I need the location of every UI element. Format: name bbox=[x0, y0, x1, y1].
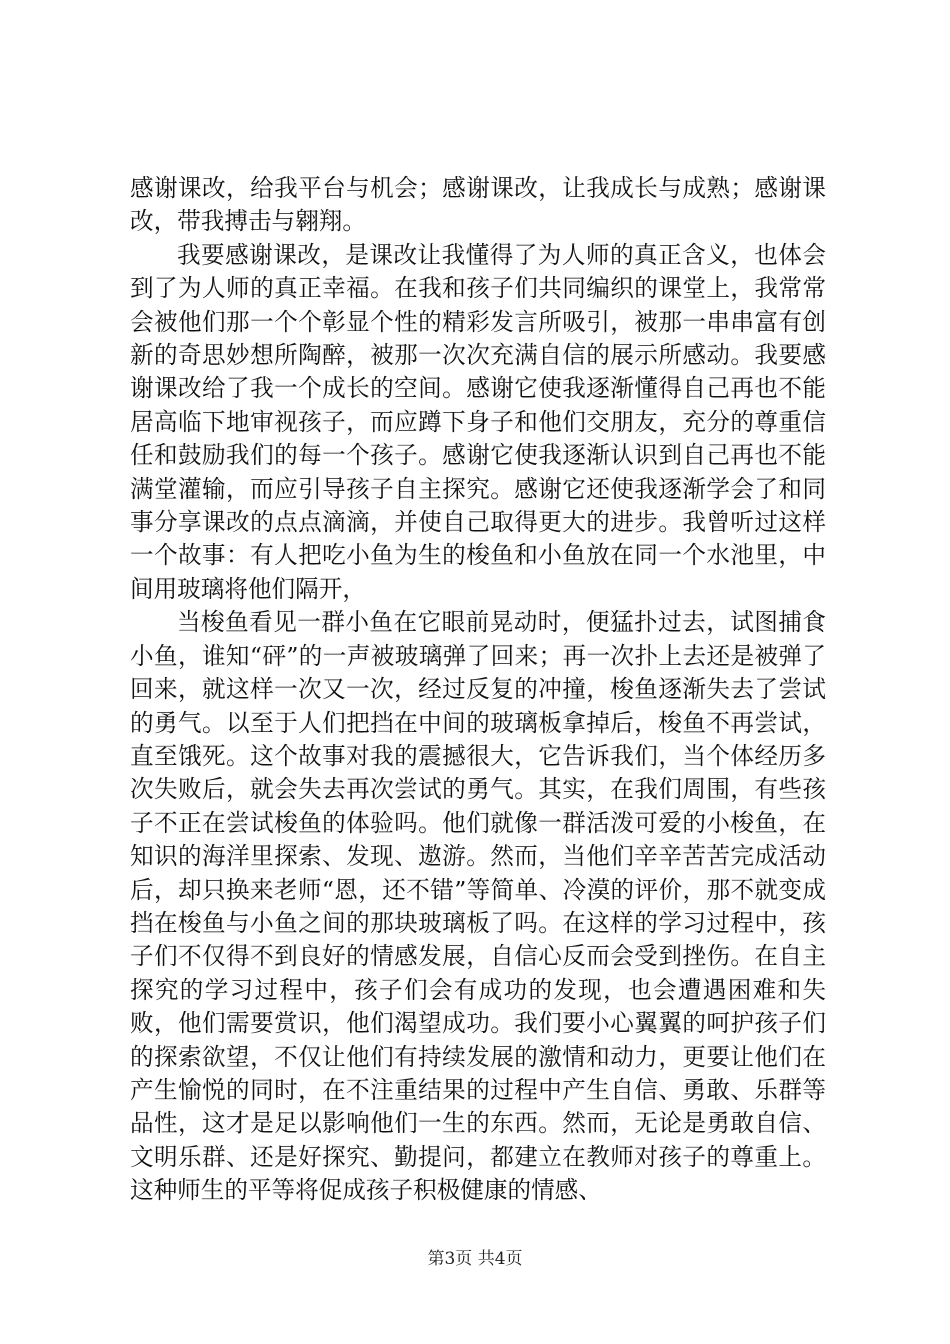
paragraph-1: 感谢课改，给我平台与机会；感谢课改，让我成长与成熟；感谢课改，带我搏击与翱翔。 bbox=[130, 174, 826, 236]
page-footer: 第3页 共4页 bbox=[427, 1249, 523, 1269]
paragraph-2: 我要感谢课改，是课改让我懂得了为人师的真正含义，也体会到了为人师的真正幸福。在我和孩子们共同编织的课堂上，我常常会被他们那一个个彰显个性的精彩发言所吸引，被那一串串富有创新的奇思妙想所陶醉，被那一次次充满自信的展示所感动。我要感谢课改给了我一个成长的空间。感谢它使我逐渐懂得自己再也不能居高临下地审视孩子，而应蹲下身子和他们交朋友，充分的尊重信任和鼓励我们的每一个孩子。感谢它使我逐渐认识到自己再也不能满堂灌输，而应引导孩子自主探究。感谢它还使我逐渐学会了和同事分享课改的点点滴滴，并使自己取得更大的进步。我曾听过这样一个故事：有人把吃小鱼为生的梭鱼和小鱼放在同一个水池里，中间用玻璃将他们隔开， bbox=[130, 240, 826, 603]
document-body bbox=[130, 172, 826, 1208]
paragraph-3: 当梭鱼看见一群小鱼在它眼前晃动时，便猛扑过去，试图捕食小鱼，谁知“砰”的一声被玻璃弹了回来；再一次扑上去还是被弹了回来，就这样一次又一次，经过反复的冲撞，梭鱼逐渐失去了尝试的勇气。以至于人们把挡在中间的玻璃板拿掉后，梭鱼不再尝试，直至饿死。这个故事对我的震撼很大，它告诉我们，当个体经历多次失败后，就会失去再次尝试的勇气。其实，在我们周围，有些孩子不正在尝试梭鱼的体验吗。他们就像一群活泼可爱的小梭鱼，在知识的海洋里探索、发现、遨游。然而，当他们辛辛苦苦完成活动后，却只换来老师“恩，还不错”等简单、冷漠的评价，那不就变成挡在梭鱼与小鱼之间的那块玻璃板了吗。在这样的学习过程中，孩子们不仅得不到良好的情感发展，自信心反而会受到挫伤。在自主探究的学习过程中，孩子们会有成功的发现，也会遭遇困难和失败，他们需要赏识，他们渴望成功。我们要小心翼翼的呵护孩子们的探索欲望，不仅让他们有持续发展的激情和动力，更要让他们在产生愉悦的同时，在不注重结果的过程中产生自信、勇敢、乐群等品性，这才是足以影响他们一生的东西。然而，无论是勇敢自信、文明乐群、还是好探究、勤提问，都建立在教师对孩子的尊重上。这种师生的平等将促成孩子积极健康的情感、 bbox=[130, 608, 826, 1205]
